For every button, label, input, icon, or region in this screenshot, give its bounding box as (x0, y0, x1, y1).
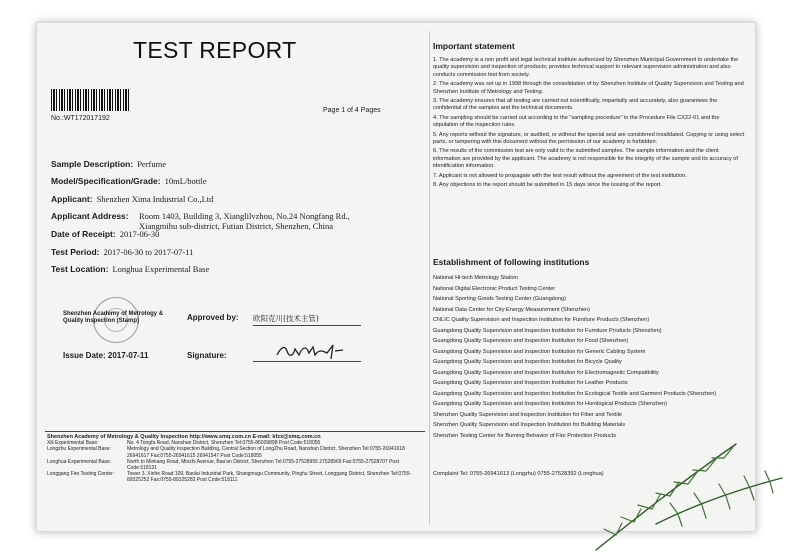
field-sample-description (51, 159, 166, 169)
complaint-telephone: Complaint Tel: 0755-26941613 (Longzhu) 0755-27528392 (Longhua) (433, 471, 604, 477)
field-label: Applicant Address: (51, 211, 129, 221)
signature-label: Signature: (187, 351, 227, 360)
institution-item: Guangdong Quality Supervision and Inspection Institution for Horological Products (Shenzhen) (433, 401, 668, 407)
institution-item: Shenzhen Quality Supervision and Inspection Institution for Fiber and Textile (433, 411, 622, 418)
institution-item: Guangdong Quality Supervision and Inspection Institution for Ecological Textile and Garment Products (Shenzhen) (433, 390, 717, 397)
barcode-icon (51, 89, 131, 111)
statement-item: 4. The sampling should be carried out according to the "sampling procedure" in the Procedure File CX22-01 and the stipulation of the inspection rules. (433, 114, 720, 129)
footer-row (47, 459, 425, 471)
institution-item: Guangdong Quality Supervision and Inspection Institution for Food (Shenzhen) (433, 338, 629, 344)
field-value: Shenzhen Xima Industrial Co.,Ltd (96, 194, 214, 204)
statement-list (433, 57, 745, 192)
footer-row (47, 446, 425, 458)
statement-item: 1. The academy is a non profit and legal technical institute authorized by Shenzhen Municipal Government to undertake the quality supervision and inspection of products; provides technical support to relevant supervision administration and also conducts commission test from society. (433, 57, 739, 78)
institution-item: CNLIC Quality Supervision and Inspection Institution for Furniture Products (Shenzhen) (433, 317, 650, 323)
statement-item: 7. Applicant is not allowed to propagate with the test result without the agreement of the test institution. (433, 172, 687, 179)
handwritten-signature-icon (273, 339, 345, 361)
field-label: Date of Receipt: (51, 229, 116, 239)
approved-label: Approved by: (187, 313, 239, 322)
field-test-location (51, 264, 209, 274)
field-value: Longhua Experimental Base (112, 264, 210, 274)
institution-item: Guangdong Quality Supervision and Inspection Institution for Furniture Products (Shenzhen) (433, 327, 662, 334)
page-divider (429, 31, 430, 525)
statement-item: 6. The results of the commission test are only valid to the submitted samples. The sample information and the client information are provided by the applicant. The academy is not responsible for the integrity of the sample and its accuracy of identification information. (433, 148, 738, 170)
field-value: 2017-06-30 (119, 229, 160, 239)
field-value: 2017-06-30 to 2017-07-11 (103, 247, 194, 257)
institution-item: National Sporting Goods Testing Center (Guangdong) (433, 296, 566, 302)
footer-row (47, 471, 425, 483)
statement-item: 8. Any objections to the report should be submitted in 15 days since the issuing of the report. (433, 182, 662, 189)
statement-item: 3. The academy ensures that all testing are carried out scientifically, impartially and accurately, also guarantees the confidential of the samples and the technical documents. (433, 98, 718, 112)
approved-value: 欧阳克川(技术主管) (253, 313, 361, 326)
field-label: Model/Specification/Grade: (51, 176, 161, 186)
report-footer (47, 434, 425, 484)
institution-item: National Data Center for City Energy Measurement (Shenzhen) (433, 306, 591, 313)
institution-item: Guangdong Quality Supervision and Inspection Institution for Bicycle Quality (433, 359, 622, 365)
field-test-period (51, 247, 193, 257)
field-label: Test Period: (51, 247, 100, 257)
seal-text: Shenzhen Academy of Metrology & Quality Inspection (Stamp) (63, 311, 164, 324)
establishment-title: Establishment of following institutions (433, 257, 590, 267)
signature-line (253, 361, 361, 362)
institution-item: Shenzhen Quality Supervision and Inspection Institution for Building Materials (433, 422, 626, 428)
footer-row-text: No. 4 Tongfa Road, Nanshan District, Shenzhen Tel:0755-86009898 Post Code:518055 (127, 440, 321, 447)
institution-item: Shenzhen Testing Center for Burning Behavior of Fire Protection Products (433, 432, 617, 439)
institution-item: National Digital Electronic Product Testing Center (433, 285, 556, 292)
footer-row-text: Metrology and Quality Inspection Building, Central Section of LongZhu Road, Nanshan District, Shenzhen Tel:0755-26941618 26941617 Fax:0755-26941615 26941547 Post Code:518055 (127, 446, 405, 459)
footer-row-text: Tower 3, Xinhe Road 109, Baolai Industrial Park, Shangmugu Community, Pinghu Street, Longgang District, Shenzhen Tel:0755-89325252 Fax:0755-89325282 Post Code:518111 (127, 471, 412, 484)
report-number: No.:WT172017192 (51, 115, 110, 122)
institution-item: Guangdong Quality Supervision and Inspection Institution for Leather Products (433, 380, 628, 386)
institution-list (433, 275, 745, 443)
institution-item: Guangdong Quality Supervision and Inspection Institution for Electromagnetic Compatibility (433, 369, 659, 376)
footer-row-name: Longhua Experimental Base: (47, 458, 112, 465)
field-value: Room 1403, Building 3, Xianglilvzhou, No.24 Nongfang Rd., Xiangmihu sub-district, Futian District, Shenzhen, China (139, 211, 350, 231)
footer-divider (45, 431, 425, 432)
field-label: Sample Description: (51, 159, 134, 169)
footer-title: Shenzhen Academy of Metrology & Quality Inspection http://www.smq.com.cn E-mail: kfzx@smq.com.cn (47, 434, 321, 440)
footer-row-name: Longzhu Experimental Base: (47, 446, 111, 453)
field-label: Applicant: (51, 194, 93, 204)
statement-item: 2. The academy was set up in 1998 through the consolidation of by Shenzhen Institute of Quality Supervision and Testing and Shenzhen Institute of Metrology and Testing. (433, 81, 744, 95)
statement-item: 5. Any reports without the signature, or audited, or without the special seal are considered invalidated. Copying or using select parts, or tampering with this document without the permission of our academy is forbidden. (433, 131, 745, 146)
footer-row-text: North to Minkang Road, Minzhi Avenue, Bao'an District, Shenzhen Tel:0755-27528955 27528969 Fax:0755-27528707 Post Code:518131 (127, 458, 400, 472)
institution-item: Guangdong Quality Supervision and Inspection Institution for Generic Cabling System (433, 348, 646, 355)
page-info: Page 1 of 4 Pages (323, 107, 381, 114)
report-title: TEST REPORT (133, 37, 297, 63)
footer-row-name: Xili Experimental Base: (47, 440, 99, 447)
field-applicant (51, 194, 213, 204)
field-value: Perfume (137, 159, 166, 169)
test-report-page (37, 23, 429, 531)
issue-date: Issue Date: 2017-07-11 (63, 351, 149, 360)
field-value: 10mL/bottle (164, 176, 207, 186)
rosemary-sprig-icon (586, 438, 786, 554)
footer-row-name: Longgang Fire Testing Center: (47, 471, 115, 478)
institution-item: National Hi-tech Metrology Station (433, 275, 518, 281)
field-model-specification (51, 176, 207, 186)
field-label: Test Location: (51, 264, 109, 274)
field-date-of-receipt (51, 229, 159, 239)
important-statement-title: Important statement (433, 41, 515, 51)
